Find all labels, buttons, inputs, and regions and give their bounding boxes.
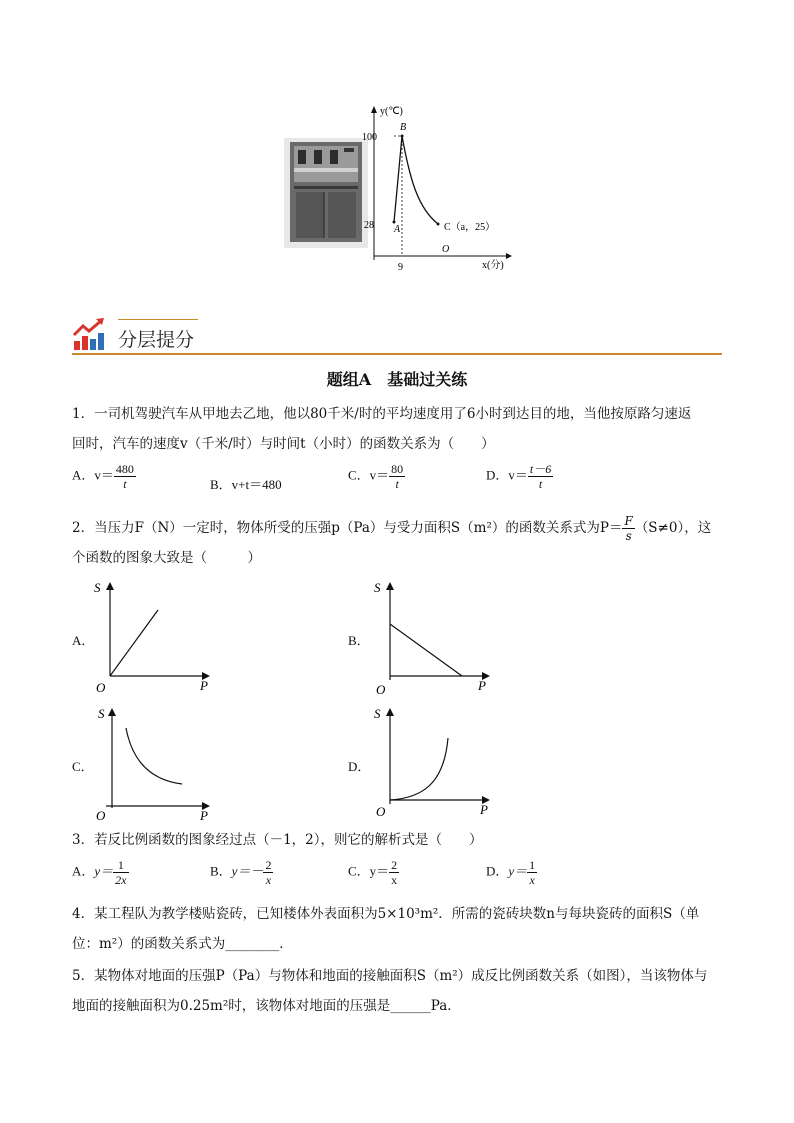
q1-option-a: A．v＝ $\frac{480}{t}$ bbox=[72, 462, 134, 491]
q2a-origin-label: O bbox=[96, 680, 106, 695]
q3-line1: 3．若反比例函数的图象经过点（－1，2），则它的解析式是（ ） bbox=[72, 832, 483, 848]
origin-label: O bbox=[442, 244, 450, 255]
q2-line2: 个函数的图象大致是（ ） bbox=[72, 550, 261, 566]
q5-line2: 地面的接触面积为0.25m²时，该物体对地面的压强是______Pa． bbox=[72, 998, 461, 1014]
x-axis-label: x(分) bbox=[482, 260, 504, 271]
q4-line1: 4．某工程队为教学楼贴瓷砖，已知楼体外表面积为5×10³m²．所需的瓷砖块数n与每块瓷砖的面积S（单 bbox=[72, 906, 700, 922]
q2-graph-c bbox=[92, 700, 222, 822]
y-tick-100: 100 bbox=[362, 132, 377, 143]
section-title-overline bbox=[118, 319, 198, 320]
q2-option-c-label: C． bbox=[72, 759, 94, 774]
q3-option-a: A．y＝ $\frac{1}{2x}$ bbox=[72, 858, 127, 887]
point-b-label: B bbox=[400, 122, 407, 133]
q2c-origin-label: O bbox=[96, 808, 106, 823]
q2-line1: 2．当压力F（N）一定时，物体所受的压强p（Pa）与受力面积S（m²）的函数关系式为P＝ $\frac{F}{s}$ （S≠0），这 bbox=[72, 514, 712, 543]
section-title: 分层提分 bbox=[118, 329, 195, 351]
q2-graph-a bbox=[92, 576, 222, 694]
point-c-label: C（a，25） bbox=[444, 222, 496, 233]
section-header bbox=[72, 315, 722, 357]
point-a-label: A bbox=[394, 224, 401, 235]
q1-option-d: D．v＝ $\frac{t-6}{t}$ bbox=[486, 462, 552, 491]
y-tick-28: 28 bbox=[364, 220, 374, 231]
q3-option-c: C．y＝ $\frac{2}{x}$ bbox=[348, 858, 398, 887]
q2-option-d-label: D． bbox=[348, 759, 371, 774]
q1-option-b: B．v+t＝480 bbox=[210, 477, 282, 492]
q2c-y-label: S bbox=[98, 706, 105, 721]
top-figure bbox=[280, 100, 520, 280]
q2-option-b-label: B． bbox=[348, 633, 370, 648]
q2-graph-d bbox=[372, 700, 502, 822]
q2b-x-label: P bbox=[478, 678, 486, 693]
q3-option-d: D．y＝ $\frac{1}{x}$ bbox=[486, 858, 536, 887]
y-axis-label: y(℃) bbox=[380, 106, 403, 117]
q2d-x-label: P bbox=[480, 802, 488, 817]
x-tick-9: 9 bbox=[398, 262, 403, 273]
q1-option-c: C．v＝ $\frac{80}{t}$ bbox=[348, 462, 404, 491]
q2c-x-label: P bbox=[200, 808, 208, 823]
q2-option-a-label: A． bbox=[72, 633, 95, 648]
section-divider bbox=[72, 353, 722, 355]
q2a-x-label: P bbox=[200, 678, 208, 693]
q2-graph-b bbox=[372, 576, 502, 697]
q2d-origin-label: O bbox=[376, 804, 386, 819]
q4-line2: 位：m²）的函数关系式为________． bbox=[72, 936, 293, 952]
q2a-y-label: S bbox=[94, 580, 101, 595]
q3-option-b: B．y＝－ $\frac{2}{x}$ bbox=[210, 858, 272, 887]
q2d-y-label: S bbox=[374, 706, 381, 721]
q5-line1: 5．某物体对地面的压强P（Pa）与物体和地面的接触面积S（m²）成反比例函数关系（如图），当该物体与 bbox=[72, 968, 708, 984]
chart-growth-icon bbox=[72, 317, 108, 351]
q1-line2: 回时，汽车的速度v（千米/时）与时间t（小时）的函数关系为（ ） bbox=[72, 436, 495, 452]
q2b-y-label: S bbox=[374, 580, 381, 595]
group-title: 题组A 基础过关练 bbox=[326, 370, 468, 389]
q2b-origin-label: O bbox=[376, 682, 386, 697]
water-dispenser-image bbox=[284, 138, 368, 248]
temperature-graph bbox=[362, 100, 520, 275]
q1-line1: 1．一司机驾驶汽车从甲地去乙地，他以80千米/时的平均速度用了6小时到达目的地，当他按原路匀速返 bbox=[72, 406, 692, 422]
